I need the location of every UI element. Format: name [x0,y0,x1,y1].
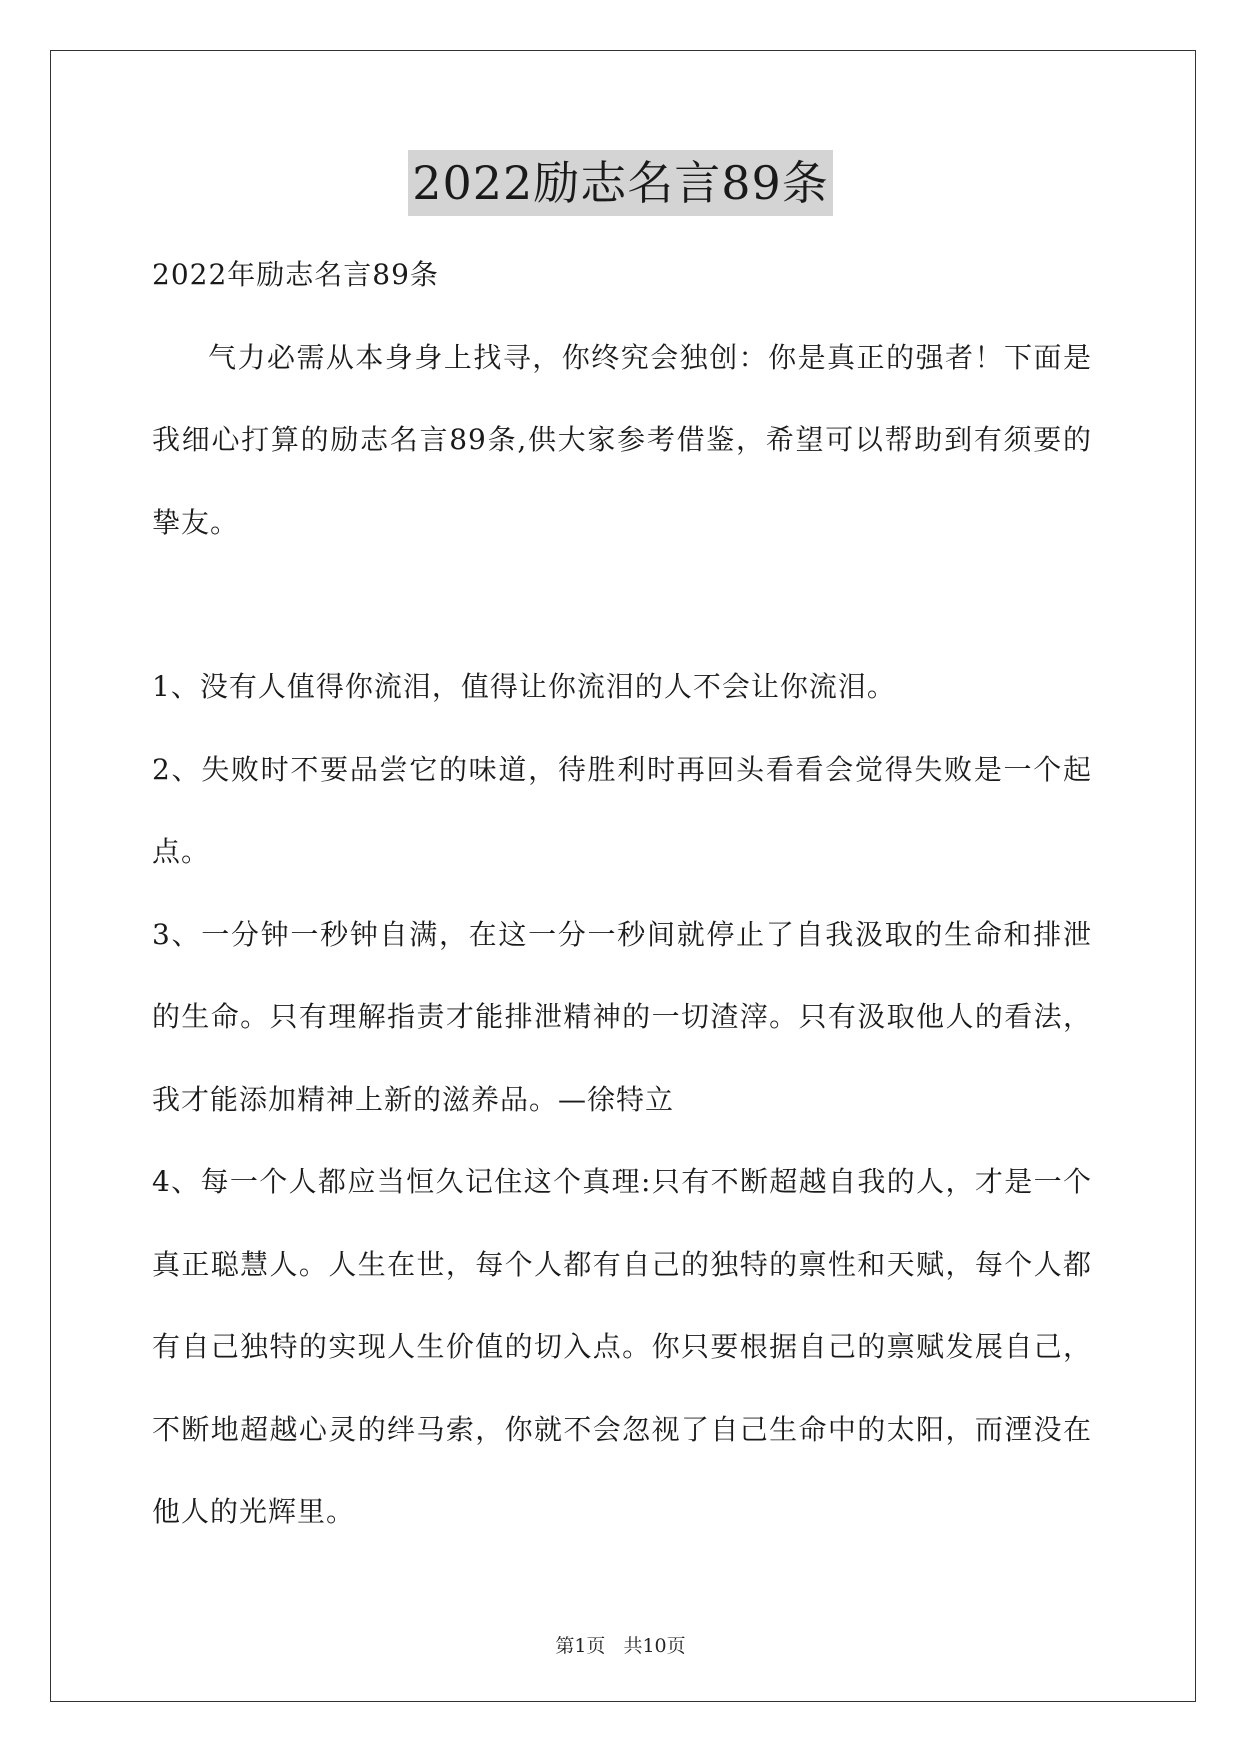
blank-line [152,564,1092,646]
quote-item-2: 2、失败时不要品尝它的味道，待胜利时再回头看看会觉得失败是一个起点。 [152,752,1092,868]
page-footer [0,1634,1241,1658]
page-number-current: 第1页 [555,1635,606,1657]
quote-item-4: 4、每一个人都应当恒久记住这个真理:只有不断超越自我的人，才是一个真正聪慧人。人生在世，每个人都有自己的独特的禀性和天赋，每个人都有自己独特的实现人生价值的切入点。你只要根据自己的禀赋发展自己，不断地超越心灵的绊马索，你就不会忽视了自己生命中的太阳，而湮没在他人的光辉里。 [152,1165,1092,1528]
document-title: 2022励志名言89条 [408,150,833,216]
quote-item-3: 3、一分钟一秒钟自满，在这一分一秒间就停止了自我汲取的生命和排泄的生命。只有理解指责才能排泄精神的一切渣滓。只有汲取他人的看法，我才能添加精神上新的滋养品。—徐特立 [152,917,1092,1116]
title-wrap [0,150,1241,216]
page-number-total: 共10页 [623,1635,686,1657]
quote-item-1: 1、没有人值得你流泪，值得让你流泪的人不会让你流泪。 [152,670,896,703]
document-subtitle: 2022年励志名言89条 [152,258,439,291]
document-body [152,234,1092,1554]
intro-paragraph: 气力必需从本身身上找寻，你终究会独创：你是真正的强者！下面是我细心打算的励志名言89条,供大家参考借鉴，希望可以帮助到有须要的挚友。 [152,340,1092,539]
